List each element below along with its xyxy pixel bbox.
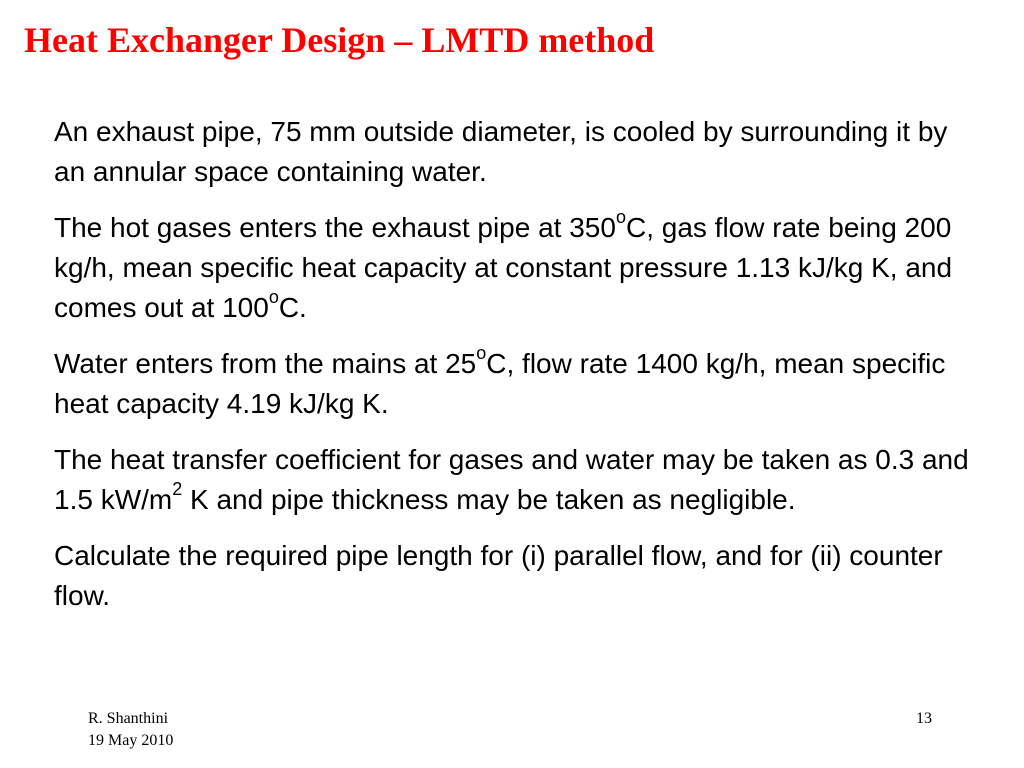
- footer-author-date: [88, 708, 173, 752]
- footer-date: 19 May 2010: [88, 732, 174, 749]
- htc-text-2: K and pipe thickness may be taken as negligible.: [182, 484, 796, 515]
- water-text-2: C, flow rate 1400 kg/h, mean specific heat capacity 4.19 kJ/kg K.: [54, 348, 946, 419]
- page-number: 13: [916, 710, 932, 727]
- degree-superscript: o: [476, 342, 487, 363]
- paragraph-problem-statement: An exhaust pipe, 75 mm outside diameter, is cooled by surrounding it by an annular space containing water.: [54, 116, 948, 187]
- paragraph-water: [54, 344, 984, 424]
- htc-text-1: The heat transfer coefficient for gases and water may be taken as 0.3 and 1.5 kW/m: [54, 444, 969, 515]
- squared-superscript: 2: [172, 478, 183, 499]
- slide-title: Heat Exchanger Design – LMTD method: [24, 20, 655, 60]
- degree-superscript: o: [615, 206, 626, 227]
- hot-gas-text-3: C.: [278, 292, 307, 323]
- water-text-1: Water enters from the mains at 25: [54, 348, 477, 379]
- hot-gas-text-1: The hot gases enters the exhaust pipe at 350: [54, 212, 616, 243]
- degree-superscript: o: [268, 286, 279, 307]
- hot-gas-text-2: C, gas flow rate being 200 kg/h, mean specific heat capacity at constant pressure 1.13 kJ/kg K, and comes out at 100: [54, 212, 953, 323]
- paragraph-question: Calculate the required pipe length for (i) parallel flow, and for (ii) counter flow.: [54, 540, 943, 611]
- slide-body: [54, 112, 984, 632]
- paragraph-heat-transfer-coefficient: [54, 440, 984, 520]
- footer-author: R. Shanthini: [88, 710, 169, 727]
- paragraph-hot-gas: [54, 208, 984, 328]
